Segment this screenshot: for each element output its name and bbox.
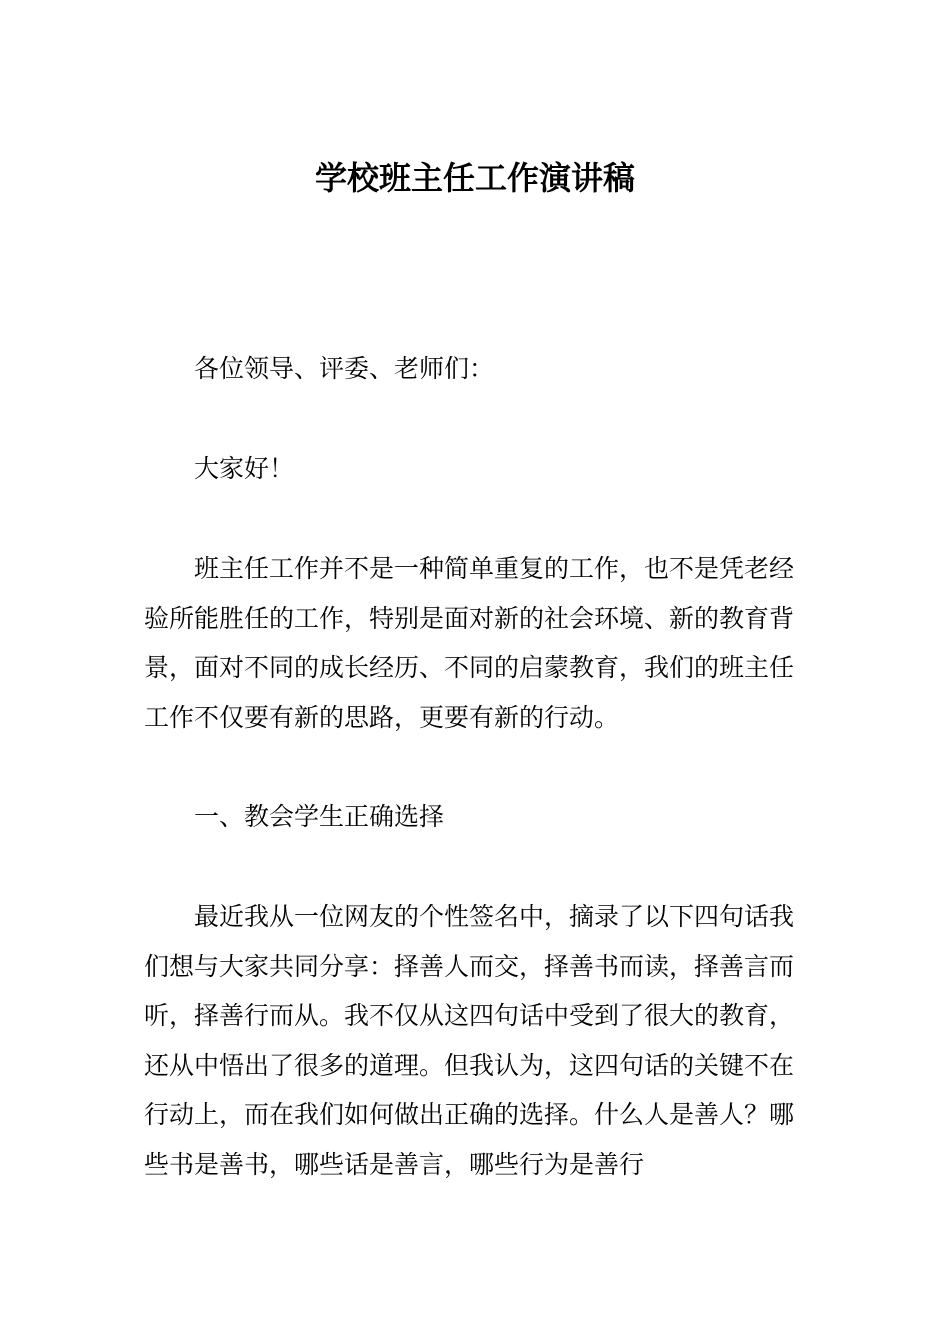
section-body-paragraph: 最近我从一位网友的个性签名中，摘录了以下四句话我们想与大家共同分享：择善人而交，择善书而读，择善言而听，择善行而从。我不仅从这四句话中受到了很大的教育，还从中悟出了很多的道理。但我认为，这四句话的关键不在行动上，而在我们如何做出正确的选择。什么人是善人？哪些书是善书，哪些话是善言，哪些行为是善行: [144, 902, 795, 1179]
hello-paragraph: 大家好！: [194, 454, 295, 483]
greeting-paragraph: 各位领导、评委、老师们：: [194, 354, 495, 383]
document-title: 学校班主任工作演讲稿: [314, 159, 635, 197]
section-heading: 一、教会学生正确选择: [194, 802, 445, 831]
intro-paragraph: 班主任工作并不是一种简单重复的工作，也不是凭老经验所能胜任的工作，特别是面对新的社会环境、新的教育背景，面对不同的成长经历、不同的启蒙教育，我们的班主任工作不仅要有新的思路，更要有新的行动。: [144, 554, 795, 732]
